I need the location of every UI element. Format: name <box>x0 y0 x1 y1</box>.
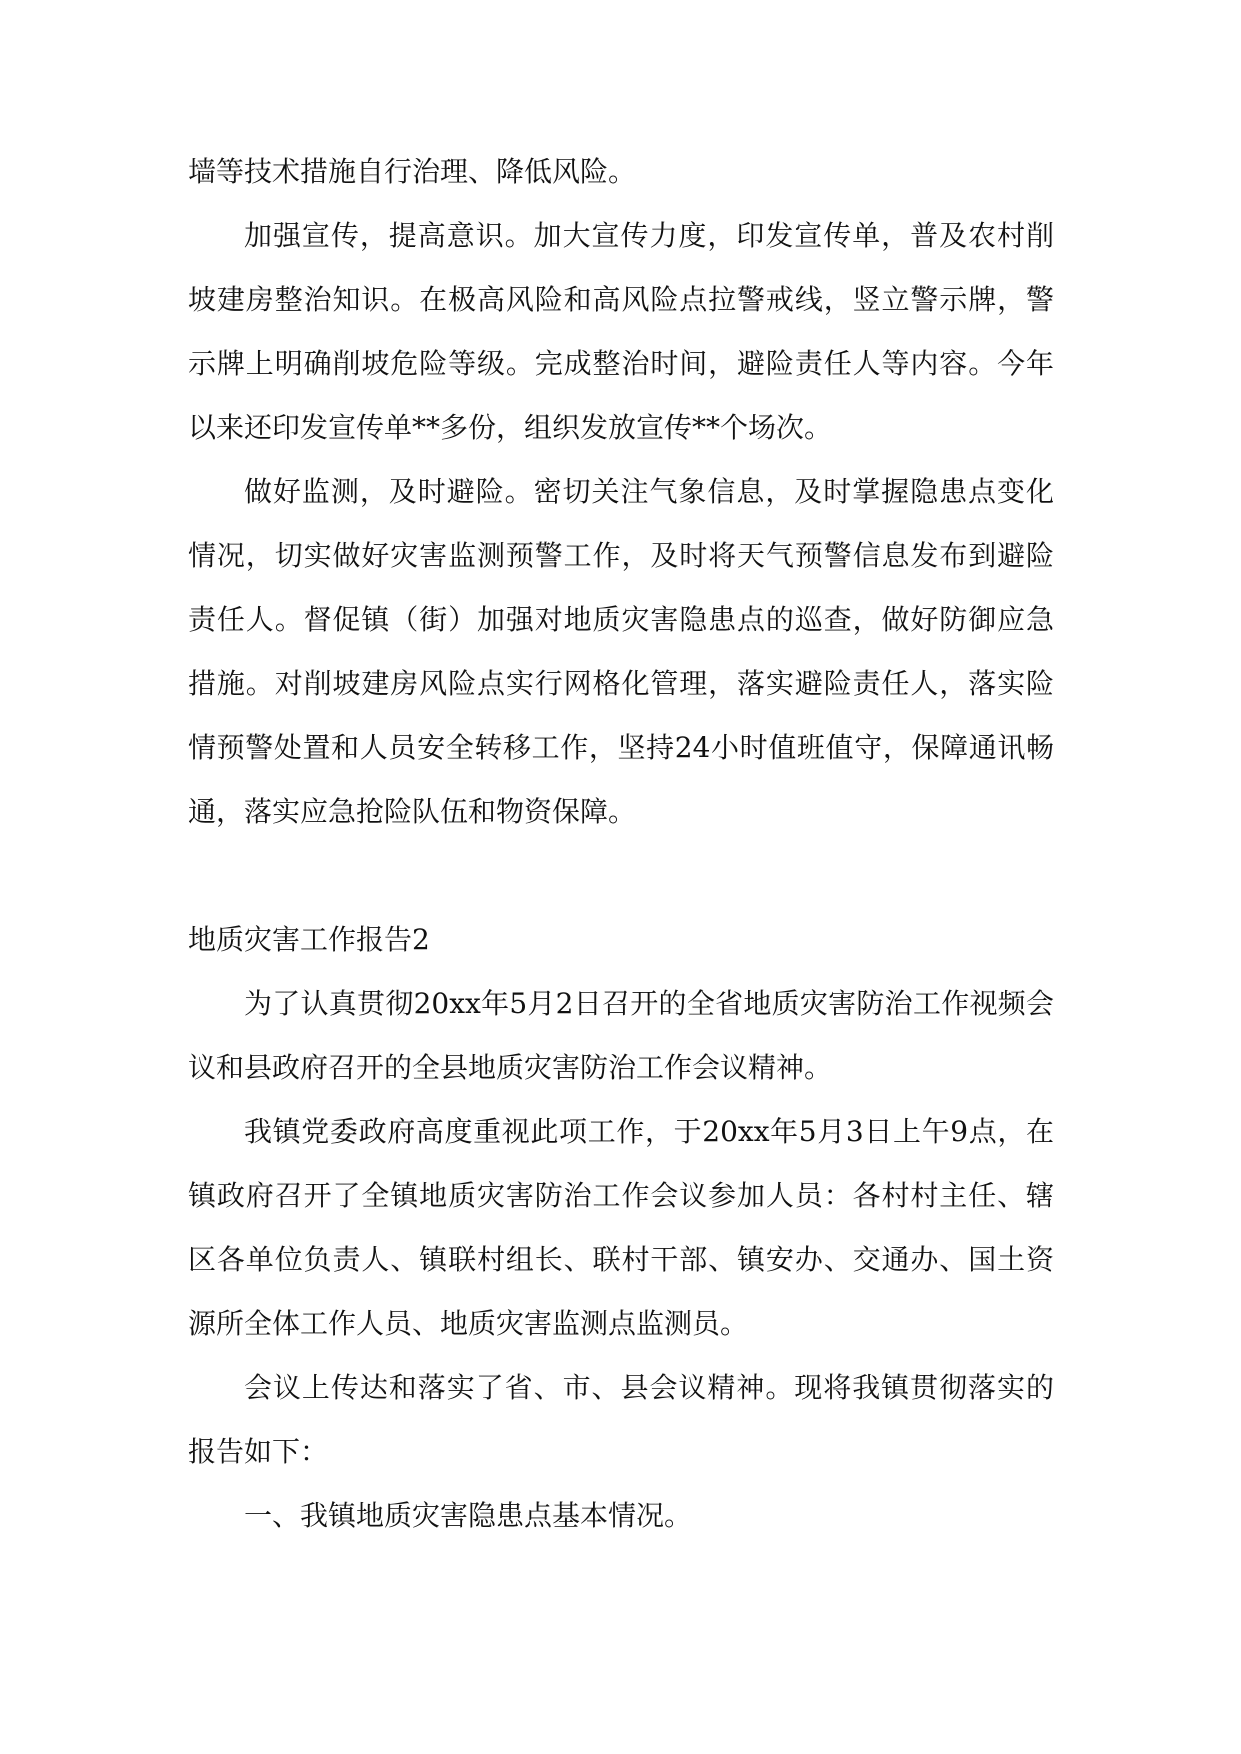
paragraph-publicity: 加强宣传，提高意识。加大宣传力度，印发宣传单，普及农村削坡建房整治知识。在极高风险和高风险点拉警戒线，竖立警示牌，警示牌上明确削坡危险等级。完成整治时间，避险责任人等内容。今年以来还印发宣传单**多份，组织发放宣传**个场次。 <box>188 219 1054 444</box>
paragraph-meeting-purpose: 为了认真贯彻20xx年5月2日召开的全省地质灾害防治工作视频会议和县政府召开的全县地质灾害防治工作会议精神。 <box>188 987 1054 1084</box>
paragraph-report-intro: 会议上传达和落实了省、市、县会议精神。现将我镇贯彻落实的报告如下： <box>188 1371 1054 1468</box>
paragraph-monitoring: 做好监测，及时避险。密切关注气象信息，及时掌握隐患点变化情况，切实做好灾害监测预警工作，及时将天气预警信息发布到避险责任人。督促镇（街）加强对地质灾害隐患点的巡查，做好防御应急措施。对削坡建房风险点实行网格化管理，落实避险责任人，落实险情预警处置和人员安全转移工作，坚持24小时值班值守，保障通讯畅通，落实应急抢险队伍和物资保障。 <box>188 475 1054 828</box>
section-title: 地质灾害工作报告2 <box>188 923 430 956</box>
paragraph-heading-one: 一、我镇地质灾害隐患点基本情况。 <box>244 1499 693 1532</box>
paragraph-meeting-attendees: 我镇党委政府高度重视此项工作，于20xx年5月3日上午9点，在镇政府召开了全镇地质灾害防治工作会议参加人员：各村村主任、辖区各单位负责人、镇联村组长、联村干部、镇安办、交通办、国土资源所全体工作人员、地质灾害监测点监测员。 <box>188 1115 1054 1340</box>
document-page <box>188 140 1054 1548</box>
paragraph-continuation: 墙等技术措施自行治理、降低风险。 <box>188 155 637 188</box>
